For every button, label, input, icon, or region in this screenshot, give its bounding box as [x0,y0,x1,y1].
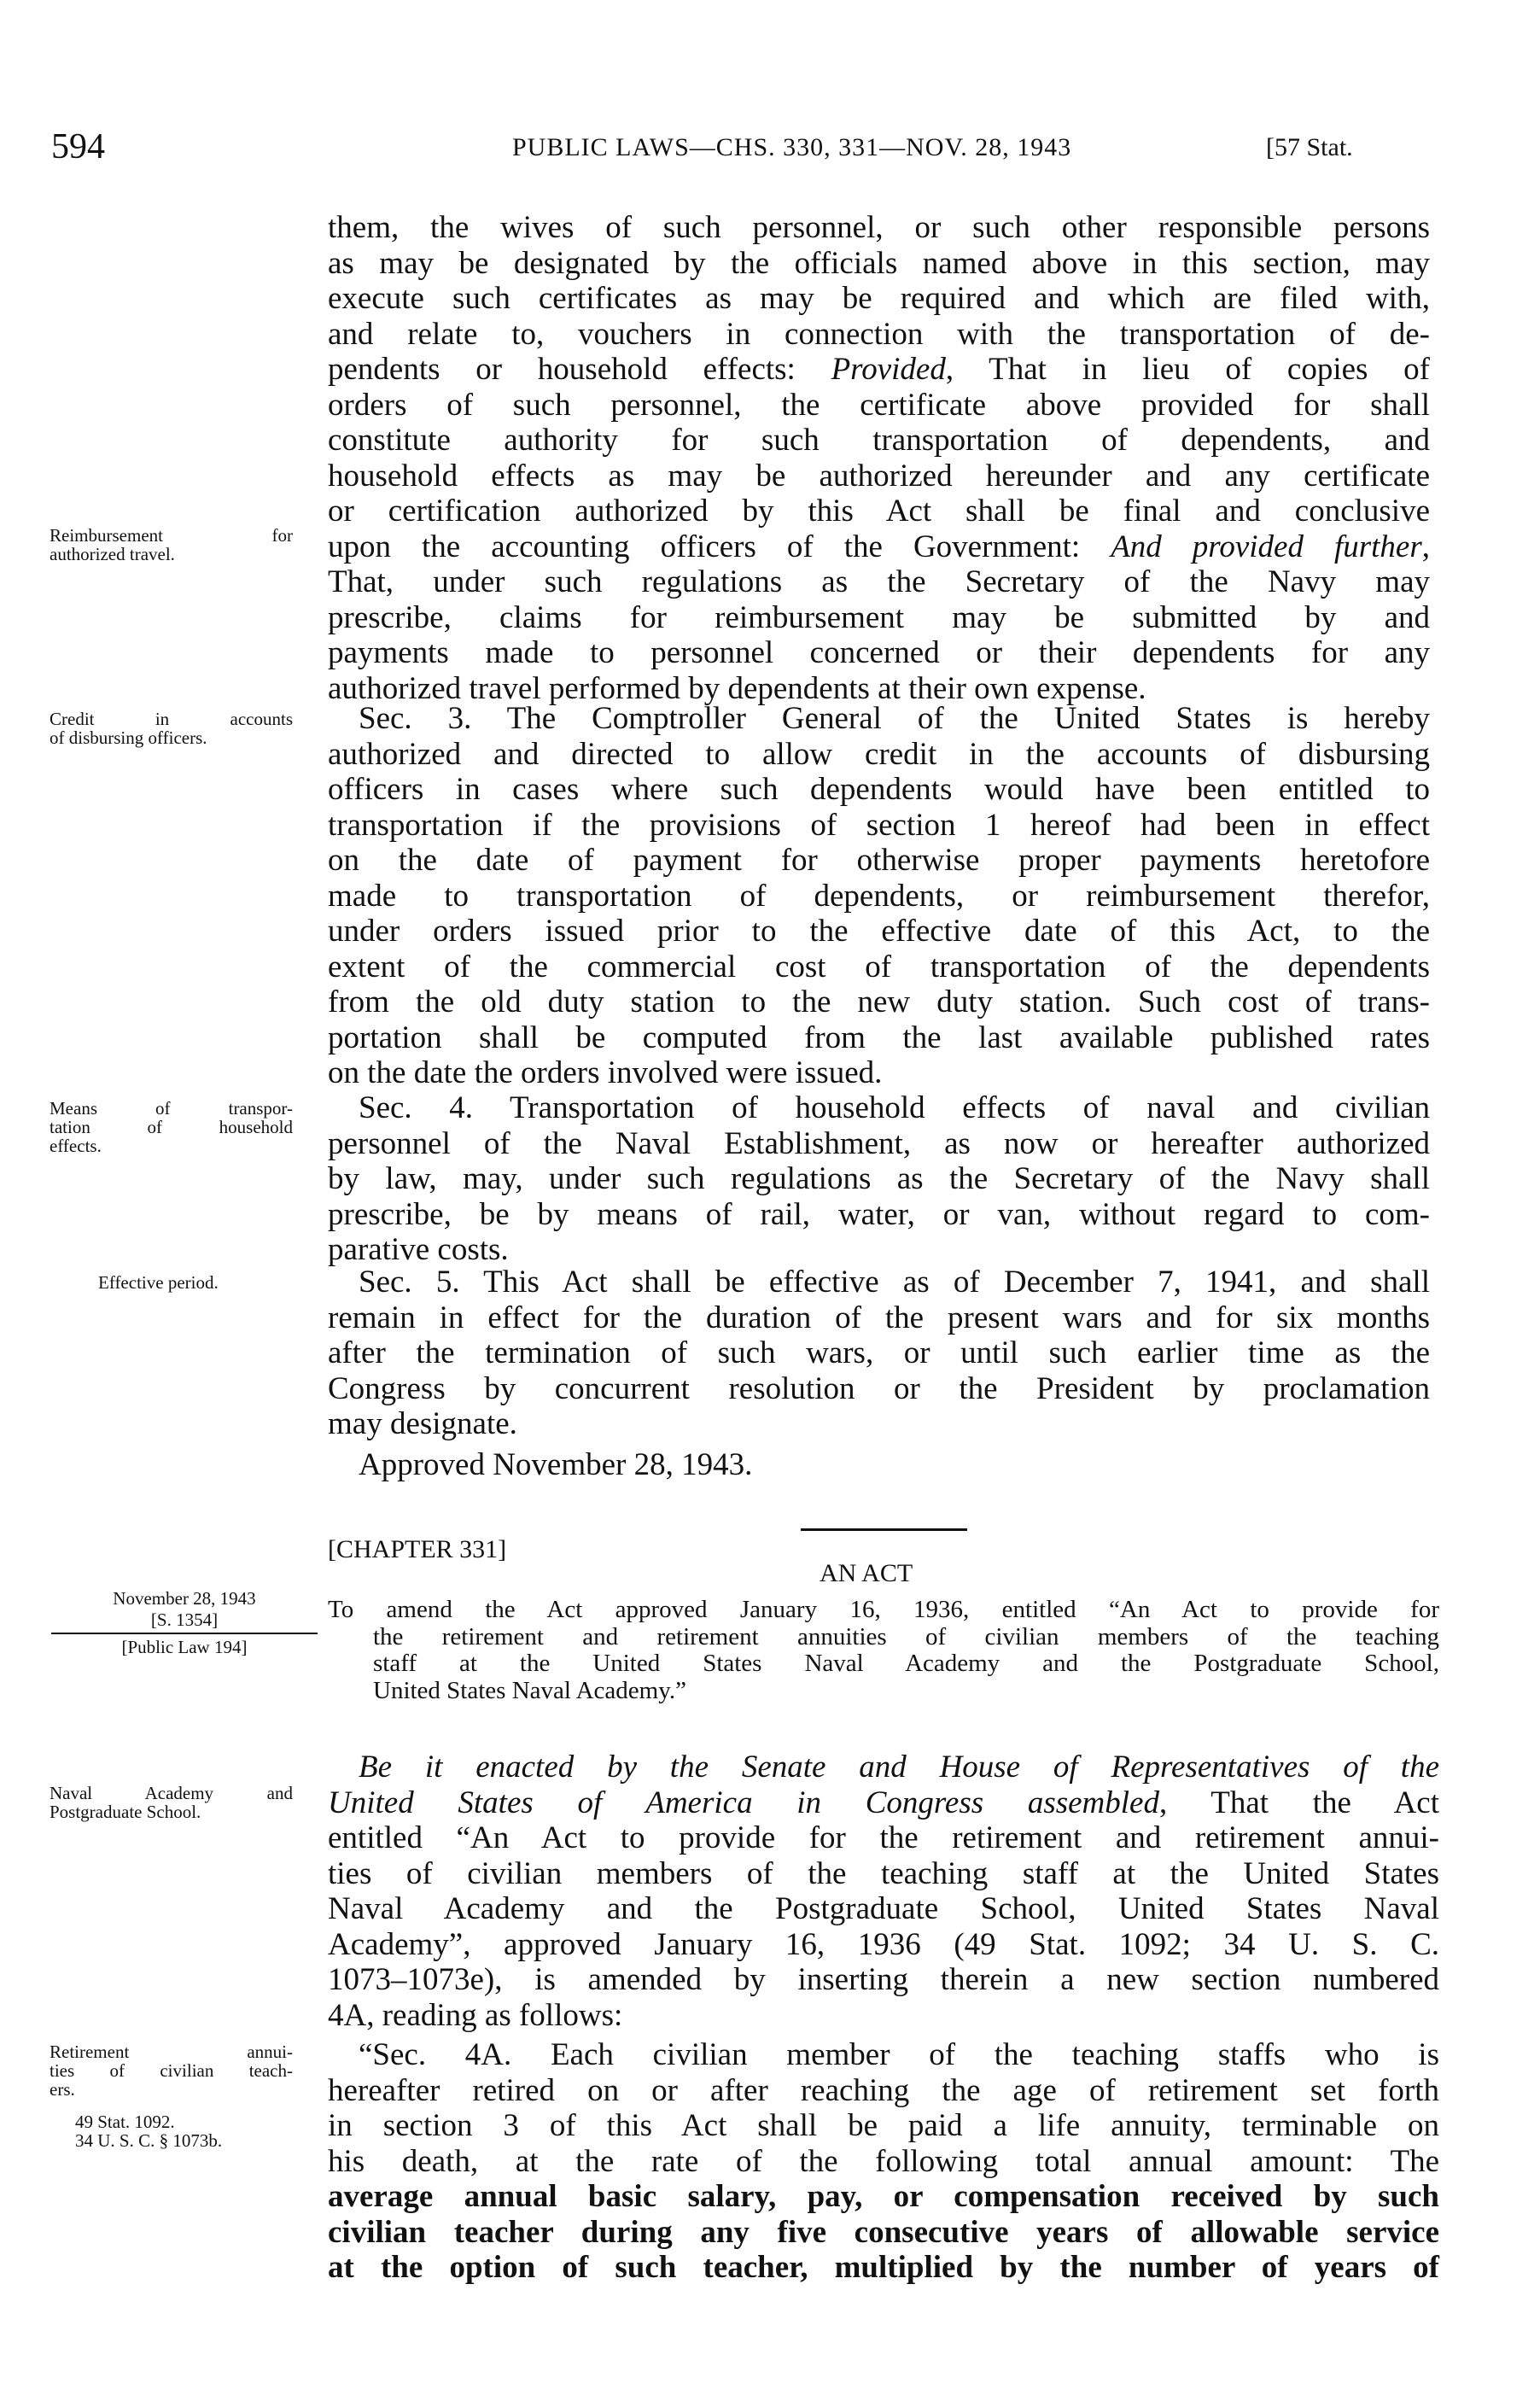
text-line: hereafter retired on or after reaching the age of retirement set forth [328,2072,1439,2108]
text-line: Congress by concurrent resolution or the President by proclamation [328,1370,1430,1406]
text-line: from the old duty station to the new duty station. Such cost of trans- [328,984,1430,1019]
text-line: To amend the Act approved January 16, 1936, entitled “An Act to provide for [328,1596,1439,1623]
text-segment: , That the Act [1158,1785,1439,1820]
text-line: portation shall be computed from the last available published rates [328,1019,1430,1055]
text-line: execute such certificates as may be required and which are filed with, [328,281,1430,316]
text-line: them, the wives of such personnel, or such other responsible persons [328,210,1430,245]
margin-note-line: Means of transpor- [50,1098,293,1119]
text-line: remain in effect for the duration of the present wars and for six months [328,1300,1430,1335]
margin-note-line: Naval Academy and [50,1783,293,1803]
page-number: 594 [51,127,105,166]
margin-note-citations [75,2112,289,2150]
bill-number: [S. 1354] [150,1609,219,1630]
text-line: orders of such personnel, the certificate above provided for shall [328,387,1430,423]
text-line: Approved November 28, 1943. [359,1447,753,1482]
text-line: 1073–1073e), is amended by inserting therein a new section numbered [328,1962,1439,1997]
text-line: in section 3 of this Act shall be paid a life annuity, terminable on [328,2108,1439,2143]
text-line: Academy”, approved January 16, 1936 (49 Stat. 1092; 34 U. S. C. [328,1926,1439,1962]
bill-info [51,1588,318,1658]
margin-note-line: 49 Stat. 1092. [75,2112,175,2132]
text-line: average annual basic salary, pay, or compensation received by such [328,2179,1439,2214]
text-line [328,352,1430,388]
margin-note-line: of disbursing officers. [50,727,207,748]
approval-line [328,1447,1430,1483]
margin-note-line: 34 U. S. C. § 1073b. [75,2130,223,2151]
margin-note-line: Credit in accounts [50,709,293,729]
paragraph-section-3 [328,701,1430,1091]
text-line: prescribe, be by means of rail, water, or van, without regard to com- [328,1196,1430,1232]
text-line: “Sec. 4A. Each civilian member of the teaching staffs who is [359,2037,1439,2072]
text-line: and relate to, vouchers in connection with the transportation of de- [328,316,1430,352]
text-line: Sec. 3. The Comptroller General of the United States is hereby [359,701,1430,736]
text-line: at the option of such teacher, multiplied by the number of years of [328,2250,1439,2285]
act-title [328,1597,1439,1704]
italic-text: Provided [831,352,946,387]
bill-divider [51,1633,318,1634]
paragraph-section-4a [328,2037,1439,2286]
text-line: may designate. [328,1406,517,1441]
text-line: civilian teacher during any five consecutive years of allowable service [328,2214,1439,2250]
text-line: Naval Academy and the Postgraduate School, United States Naval [328,1891,1439,1926]
paragraph-section-5 [328,1265,1430,1442]
text-segment: pendents or household effects: [328,352,831,387]
text-line: payments made to personnel concerned or their dependents for any [328,635,1430,670]
margin-note-reimbursement [50,526,293,564]
text-line: staff at the United States Naval Academy and the Postgraduate School, [373,1650,1439,1677]
text-line [328,1785,1439,1821]
text-line: made to transportation of dependents, or reimbursement therefor, [328,878,1430,914]
text-line: parative costs. [328,1232,509,1267]
margin-note-line: authorized travel. [50,544,175,564]
text-line: as may be designated by the officials named above in this section, may [328,245,1430,281]
margin-note-line: ties of civilian teach- [50,2060,293,2081]
margin-note-naval-academy [50,1784,293,1821]
margin-note-line: tation of household [50,1117,293,1137]
margin-note-line: Postgraduate School. [50,1802,201,1822]
margin-note-line: ers. [50,2079,75,2100]
text-line: on the date the orders involved were issued. [328,1055,883,1090]
text-line: or certification authorized by this Act shall be final and conclusive [328,494,1430,529]
public-law-number: [Public Law 194] [121,1637,248,1657]
paragraph-continued [328,210,1430,706]
chapter-divider [801,1528,967,1531]
margin-note-line: Reimbursement for [50,525,293,546]
text-line: officers in cases where such dependents would have been entitled to [328,772,1430,807]
italic-text: Be it enacted by the Senate and House of Representatives of the [359,1750,1439,1785]
enactment-date: November 28, 1943 [113,1588,256,1609]
text-line: Sec. 5. This Act shall be effective as of December 7, 1941, and shall [359,1265,1430,1300]
text-line: authorized and directed to allow credit in the accounts of disbursing [328,736,1430,772]
text-line [328,529,1430,565]
text-line: That, under such regulations as the Secretary of the Navy may [328,564,1430,599]
statute-volume-ref: [57 Stat. [1266,133,1353,161]
margin-note-line: Retirement annui- [50,2042,293,2062]
text-line: 4A, reading as follows: [328,1997,623,2033]
text-line: by law, may, under such regulations as the Secretary of the Navy shall [328,1161,1430,1196]
text-line: after the termination of such wars, or until such earlier time as the [328,1335,1430,1370]
margin-note-line: Effective period. [98,1272,219,1293]
text-segment: upon the accounting officers of the Government: [328,529,1111,564]
chapter-label: [CHAPTER 331] [328,1535,507,1563]
text-line: extent of the commercial cost of transportation of the dependents [328,949,1430,984]
running-head: PUBLIC LAWS—CHS. 330, 331—NOV. 28, 1943 [512,133,1072,161]
margin-note-credit [50,710,293,747]
text-segment: , That in lieu of copies of [945,352,1430,387]
text-line: Sec. 4. Transportation of household effects of naval and civilian [359,1090,1430,1125]
italic-text: And provided further [1111,529,1422,564]
text-line [328,1750,1439,1785]
text-line: under orders issued prior to the effective date of this Act, to the [328,914,1430,949]
text-line: the retirement and retirement annuities of civilian members of the teaching [373,1622,1439,1650]
text-line: constitute authority for such transportation of dependents, and [328,423,1430,458]
italic-text: United States of America in Congress assembled [328,1785,1159,1820]
margin-note-line: effects. [50,1136,102,1156]
text-line: ties of civilian members of the teaching staff at the United States [328,1855,1439,1891]
paragraph-section-4 [328,1090,1430,1268]
text-line: entitled “An Act to provide for the retirement and retirement annui- [328,1820,1439,1855]
act-heading: AN ACT [820,1559,913,1587]
text-line: authorized travel performed by dependents at their own expense. [328,670,1146,706]
margin-note-transportation [50,1099,293,1155]
text-line: on the date of payment for otherwise proper payments heretofore [328,843,1430,878]
text-line: United States Naval Academy.” [373,1676,686,1704]
text-line: transportation if the provisions of section 1 hereof had been in effect [328,807,1430,843]
text-line: household effects as may be authorized hereunder and any certificate [328,458,1430,494]
margin-note-effective-period [98,1273,295,1292]
text-line: prescribe, claims for reimbursement may be submitted by and [328,599,1430,635]
text-line: his death, at the rate of the following total annual amount: The [328,2143,1439,2179]
text-segment: , [1421,529,1430,564]
enacting-clause [328,1750,1439,2033]
margin-note-retirement [50,2042,293,2099]
text-line: personnel of the Naval Establishment, as now or hereafter authorized [328,1125,1430,1161]
